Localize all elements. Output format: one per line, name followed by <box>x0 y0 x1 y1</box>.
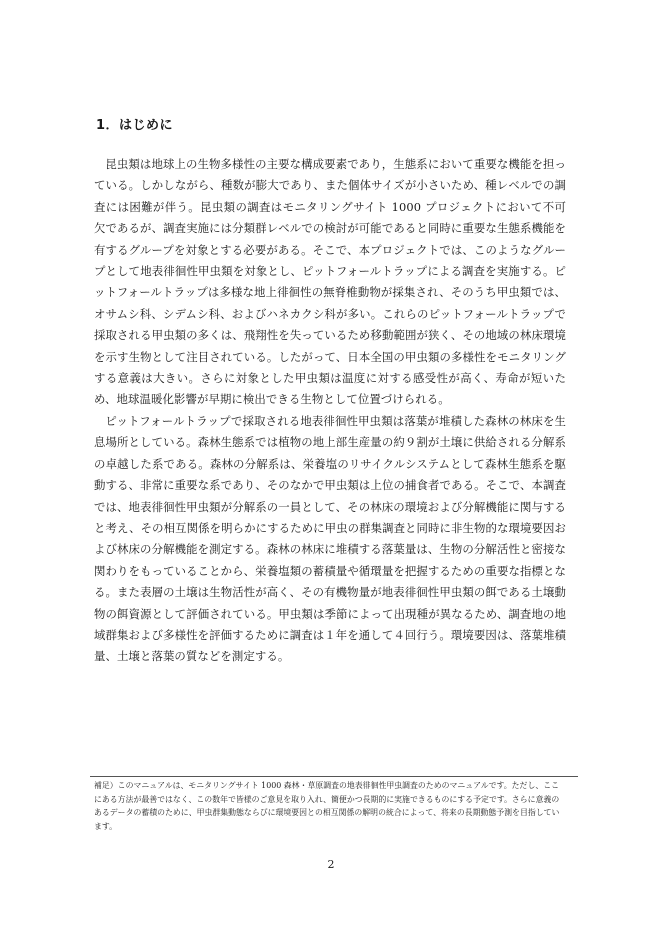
footnote-divider <box>90 776 578 777</box>
section-heading: 1．はじめに <box>96 118 174 133</box>
paragraph-introduction: 昆虫類は地球上の生物多様性の主要な構成要素であり，生態系において重要な機能を担っている。しかしながら、種数が膨大であり、また個体サイズが小さいため、種レベルでの調査には困難が伴う。昆虫類の調査はモニタリングサイト 1000 プロジェクトにおいて不可欠であるが、調査実施には分類群レベルでの検討が可能であると同時に重要な生態系機能を有するグループを対象とする必要がある。そこで、本プロジェクトでは、このようなグループとして地表徘徊性甲虫類を対象とし、ピットフォールトラップによる調査を実施する。ピットフォールトラップは多様な地上徘徊性の無脊椎動物が採集され、そのうち甲虫類では、オサムシ科、シデムシ科、およびハネカクシ科が多い。これらのピットフォールトラップで採取される甲虫類の多くは、飛翔性を失っているため移動範囲が狭く、その地域の林床環境を示す生物として注目されている。したがって、日本全国の甲虫類の多様性をモニタリングする意義は大きい。さらに対象とした甲虫類は温度に対する感受性が高く、寿命が短いため、地球温暖化影響が早期に検出できる生物として位置づけられる。 <box>94 157 566 407</box>
body-text <box>94 154 566 668</box>
footnote: 補足）このマニュアルは、モニタリングサイト 1000 森林・草原調査の地表徘徊性甲虫調査のためのマニュアルです。ただし、ここにある方法が最善ではなく、この数年で皆様のご意見を取り入れ、簡便かつ長期的に実施できるものにする予定です。さらに意義のあるデータの蓄積のために、甲虫群集動態ならびに環境要因との相互関係の解明の統合によって、将来の長期動態予測を目指しています。 <box>94 781 560 831</box>
paragraph-habitat: ピットフォールトラップで採取される地表徘徊性甲虫類は落葉が堆積した森林の林床を生息場所としている。森林生態系では植物の地上部生産量の約９割が土壌に供給される分解系の卓越した系である。森林の分解系は、栄養塩のリサイクルシステムとして森林生態系を駆動する、非常に重要な系であり、そのなかで甲虫類は上位の捕食者である。そこで、本調査では、地表徘徊性甲虫類が分解系の一員として、その林床の環境および分解機能に関与すると考え、その相互関係を明らかにするために甲虫の群集調査と同時に非生物的な環境要因および林床の分解機能を測定する。森林の林床に堆積する落葉量は、生物の分解活性と密接な関わりをもっていることから、栄養塩類の蓄積量や循環量を把握するための重要な指標となる。また表層の土壌は生物活性が高く、その有機物量が地表徘徊性甲虫類の餌である土壌動物の餌資源として評価されている。甲虫類は季節によって出現種が異なるため、調査地の地域群集および多様性を評価するために調査は１年を通して４回行う。環境要因は、落葉堆積量、土壌と落葉の質などを測定する。 <box>94 413 566 664</box>
page-number: 2 <box>327 858 335 871</box>
